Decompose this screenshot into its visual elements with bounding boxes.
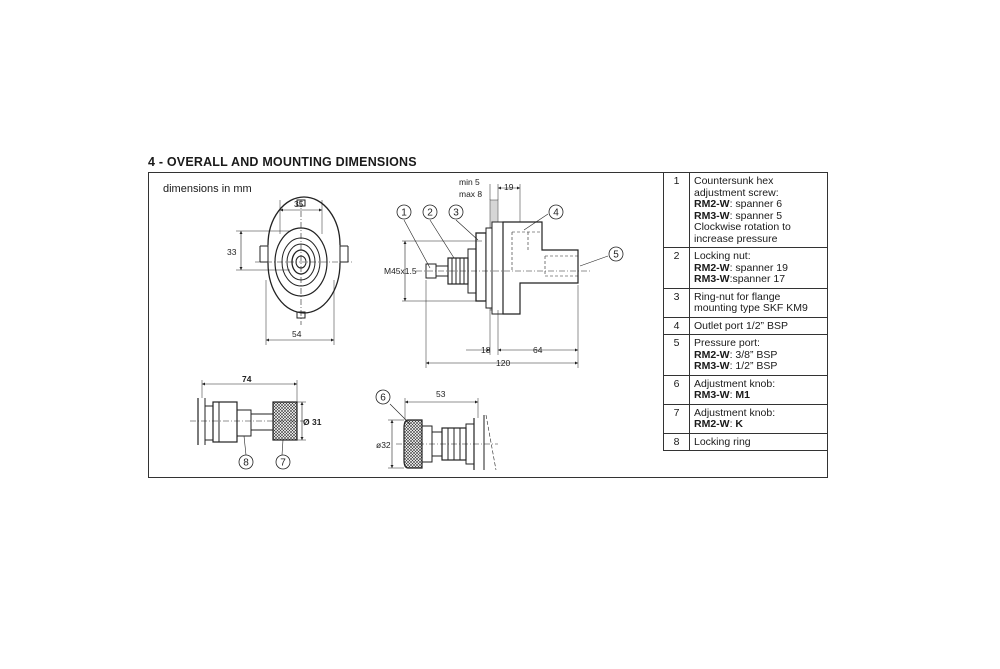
model-code: RM2-W	[694, 418, 730, 430]
model-code: RM3-W	[694, 273, 730, 285]
callout-1-label: 1	[401, 207, 407, 219]
legend-text: :	[729, 389, 736, 401]
legend-row	[664, 375, 828, 404]
legend-text: : spanner 6	[729, 198, 783, 210]
callout-2-label: 2	[427, 207, 433, 219]
callout-6-label: 6	[380, 392, 386, 404]
dim-min: min 5	[459, 177, 480, 187]
dim-35: 35	[294, 199, 304, 209]
legend-row	[664, 317, 828, 335]
legend-line	[694, 222, 823, 245]
legend-description	[690, 288, 828, 317]
callout-7-label: 7	[280, 457, 286, 469]
dim-64: 64	[533, 345, 543, 355]
dim-120: 120	[496, 358, 511, 368]
legend-number: 8	[664, 433, 690, 451]
legend-text: Outlet port 1/2” BSP	[694, 319, 788, 332]
legend-row	[664, 404, 828, 433]
legend-description	[690, 335, 828, 376]
legend-text: : spanner 5	[729, 209, 783, 222]
legend-text: : 1/2” BSP	[729, 360, 778, 372]
model-code: RM2-W	[694, 198, 730, 210]
legend-text: Countersunk hex adjustment screw:	[694, 175, 779, 199]
callout-8-label: 8	[243, 457, 249, 469]
legend-text: Locking nut:	[694, 250, 751, 262]
legend-text: Adjustment knob:	[694, 377, 776, 390]
legend-line	[694, 292, 823, 315]
knob-code: M1	[735, 389, 751, 401]
legend-description	[690, 404, 828, 433]
legend-table	[663, 172, 828, 451]
dim-18: 18	[481, 345, 491, 355]
dim-dia-31: Ø 31	[303, 417, 322, 427]
dim-53: 53	[436, 389, 446, 399]
legend-line	[694, 361, 823, 373]
dim-19: 19	[504, 182, 514, 192]
legend-text: : 3/8” BSP	[729, 348, 778, 361]
model-code: RM2-W	[694, 348, 730, 361]
legend-row	[664, 335, 828, 376]
legend-description	[690, 433, 828, 451]
legend-number: 1	[664, 173, 690, 248]
legend-description	[690, 375, 828, 404]
units-note: dimensions in mm	[163, 183, 252, 195]
legend-line	[694, 390, 823, 402]
legend-line	[694, 437, 823, 449]
knob-k-view	[190, 380, 306, 455]
legend-description	[690, 317, 828, 335]
legend-line	[694, 419, 823, 431]
legend-text: Adjustment knob:	[694, 406, 776, 419]
dim-74: 74	[242, 374, 252, 384]
model-code: RM3-W	[694, 209, 730, 222]
dim-dia-32: ø32	[376, 440, 391, 450]
legend-number: 3	[664, 288, 690, 317]
legend-row	[664, 248, 828, 289]
dim-54: 54	[292, 329, 302, 339]
legend-line	[694, 176, 823, 199]
legend-row	[664, 288, 828, 317]
legend-number: 7	[664, 404, 690, 433]
legend-text: Locking ring	[694, 435, 751, 448]
model-code: RM3-W	[694, 389, 730, 401]
callout-4-label: 4	[553, 207, 559, 219]
dim-33: 33	[227, 247, 237, 257]
legend-text: Clockwise rotation to increase pressure	[694, 221, 794, 245]
dim-thread: M45x1.5	[384, 266, 417, 276]
legend-description	[690, 173, 828, 248]
legend-line	[694, 274, 823, 286]
model-code: RM3-W	[694, 360, 730, 372]
dim-max: max 8	[459, 189, 483, 199]
legend-line	[694, 321, 823, 333]
legend-row	[664, 433, 828, 451]
callout-5-label: 5	[613, 249, 619, 261]
legend-text: Ring-nut for flange mounting type SKF KM9	[694, 290, 808, 314]
legend-number: 6	[664, 375, 690, 404]
legend-description	[690, 248, 828, 289]
legend-row	[664, 173, 828, 248]
legend-number: 5	[664, 335, 690, 376]
legend-number: 4	[664, 317, 690, 335]
model-code: RM2-W	[694, 261, 730, 274]
legend-text: : spanner 19	[729, 261, 788, 274]
legend-text: :spanner 17	[729, 273, 786, 285]
front-view	[236, 197, 352, 345]
legend-text: Pressure port:	[694, 337, 760, 349]
legend-text: :	[729, 418, 736, 430]
knob-m1-view	[388, 398, 498, 470]
legend-number: 2	[664, 248, 690, 289]
knob-code: K	[735, 418, 744, 430]
callout-3-label: 3	[453, 207, 459, 219]
section-title: 4 - OVERALL AND MOUNTING DIMENSIONS	[148, 155, 417, 169]
